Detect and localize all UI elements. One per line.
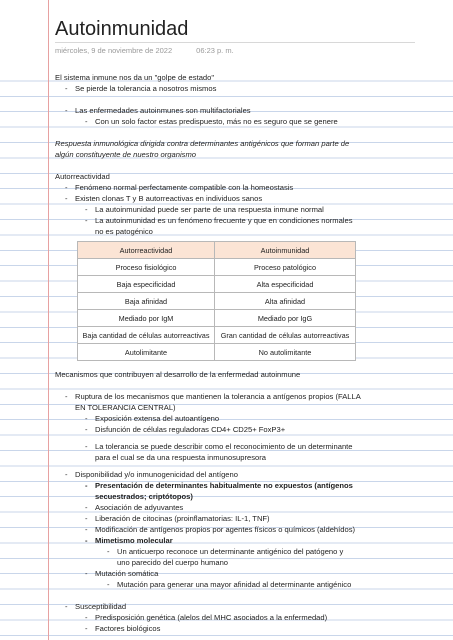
bullet-line [55,535,435,546]
table-cell: Mediado por IgG [215,310,356,327]
bullet-marker: - [85,536,88,545]
page-time: 06:23 p. m. [196,46,234,55]
text-line-content: La autoinmunidad puede ser parte de una respuesta inmune normal [95,205,324,214]
bullet-marker: - [85,414,88,423]
bullet-line [55,204,435,215]
table-cell: Gran cantidad de células autorreactivas [215,327,356,344]
bullet-marker: - [85,205,88,214]
bullet-line [55,579,435,590]
table-row [78,344,356,361]
bullet-marker: - [85,613,88,622]
table-header-row [78,242,356,259]
text-line-content: Ruptura de los mecanismos que mantienen la tolerancia a antígenos propios (FALLA [75,392,361,401]
text-line-content: Mutación somática [95,569,159,578]
bullet-line [55,513,435,524]
bullet-line [55,441,435,452]
text-line-content: Disponibilidad y/o inmunogenicidad del antígeno [75,470,238,479]
table-row [78,327,356,344]
text-line-content: algún constituyente de nuestro organismo [55,150,196,159]
text-line-content: Presentación de determinantes habitualmente no expuestos (antígenos [95,481,353,490]
table-cell: Baja cantidad de células autorreactivas [78,327,215,344]
italic-definition [55,149,435,160]
text-line-content: Un anticuerpo reconoce un determinante antigénico del patógeno y [117,547,344,556]
bullet-marker: - [85,525,88,534]
text-line-content: Autorreactividad [55,172,110,181]
page-date: miércoles, 9 de noviembre de 2022 [55,46,173,55]
table-cell: Alta afinidad [215,293,356,310]
bullet-line-continuation [55,557,435,568]
text-line-content: La tolerancia se puede describir como el reconocimiento de un determinante [95,442,353,451]
bullet-line-continuation [55,452,435,463]
text-line-content: Mutación para generar una mayor afinidad al determinante antigénico [117,580,352,589]
text-line-content: EN TOLERANCIA CENTRAL) [75,403,176,412]
text-line-content: Respuesta inmunológica dirigida contra determinantes antigénicos que forman parte de [55,139,350,148]
text-line-content: Fenómeno normal perfectamente compatible con la homeostasis [75,183,294,192]
bullet-marker: - [65,84,68,93]
bullet-line [55,469,435,480]
bullet-marker: - [65,106,68,115]
bullet-marker: - [65,602,68,611]
table-row [78,276,356,293]
bullet-line-continuation [55,402,435,413]
bullet-marker: - [85,624,88,633]
table-cell: Alta especificidad [215,276,356,293]
bullet-marker: - [85,442,88,451]
bullet-marker: - [85,216,88,225]
bullet-line [55,623,435,634]
text-line [55,72,435,83]
text-line-content: Disfunción de células reguladoras CD4+ CD25+ FoxP3+ [95,425,286,434]
table-cell: Baja afinidad [78,293,215,310]
bullet-line [55,546,435,557]
table-header-autoinmunidad: Autoinmunidad [215,242,356,259]
table-cell: Proceso patológico [215,259,356,276]
text-line-content: La autoinmunidad es un fenómeno frecuente y que en condiciones normales [95,216,353,225]
section-heading [55,369,435,380]
text-line-content: Las enfermedades autoinmunes son multifactoriales [75,106,251,115]
text-line-content: Mecanismos que contribuyen al desarrollo de la enfermedad autoinmune [55,370,301,379]
bullet-line-continuation [55,226,435,237]
bullet-line [55,568,435,579]
text-line-content: para el cual se da una respuesta inmunosupresora [95,453,266,462]
bullet-line-continuation [55,491,435,502]
section-heading [55,171,435,182]
text-line-content: El sistema inmune nos da un "golpe de estado" [55,73,215,82]
bullet-line [55,524,435,535]
bullet-line [55,612,435,623]
bullet-line [55,502,435,513]
bullet-line [55,601,435,612]
table-row [78,310,356,327]
bullet-marker: - [85,503,88,512]
bullet-marker: - [85,514,88,523]
table-row [78,259,356,276]
text-line-content: Se pierde la tolerancia a nosotros mismos [75,84,217,93]
bullet-line [55,215,435,226]
text-line-content: Asociación de adyuvantes [95,503,184,512]
table-header-autorreactividad: Autorreactividad [78,242,215,259]
bullet-marker: - [107,580,110,589]
comparison-table [77,241,356,361]
page-metadata [55,46,234,55]
text-line-content: Factores biológicos [95,624,161,633]
bullet-line [55,105,435,116]
bullet-marker: - [85,425,88,434]
text-line-content: no es patogénico [95,227,153,236]
bullet-line [55,83,435,94]
bullet-marker: - [85,481,88,490]
table-row [78,293,356,310]
bullet-line [55,182,435,193]
bullet-marker: - [107,547,110,556]
bullet-marker: - [65,194,68,203]
bullet-marker: - [85,117,88,126]
text-line-content: Modificación de antígenos propios por agentes físicos o químicos (aldehídos) [95,525,356,534]
table-cell: No autolimitante [215,344,356,361]
bullet-line [55,424,435,435]
bullet-marker: - [65,392,68,401]
text-line-content: Predisposición genética (alelos del MHC asociados a la enfermedad) [95,613,328,622]
notebook-margin-line [48,0,49,640]
text-line-content: Existen clonas T y B autorreactivas en individuos sanos [75,194,263,203]
text-line-content: Susceptibilidad [75,602,127,611]
bullet-line [55,116,435,127]
table-cell: Proceso fisiológico [78,259,215,276]
bullet-line [55,193,435,204]
italic-definition [55,138,435,149]
note-body [55,72,435,634]
bullet-line [55,480,435,491]
title-divider [55,42,415,43]
text-line-content: uno parecido del cuerpo humano [117,558,229,567]
bullet-line [55,391,435,402]
bullet-marker: - [65,183,68,192]
bullet-marker: - [85,569,88,578]
text-line-content: Con un solo factor estas predispuesto, más no es seguro que se genere [95,117,338,126]
bullet-line [55,413,435,424]
table-cell: Autolimitante [78,344,215,361]
text-line-content: Liberación de citocinas (proinflamatorias: IL-1, TNF) [95,514,270,523]
text-line-content: Exposición extensa del autoantígeno [95,414,220,423]
table-cell: Baja especificidad [78,276,215,293]
text-line-content: secuestrados; criptótopos) [95,492,193,501]
page-title: Autoinmunidad [55,18,189,40]
bullet-marker: - [65,470,68,479]
table-cell: Mediado por IgM [78,310,215,327]
text-line-content: Mimetismo molecular [95,536,173,545]
